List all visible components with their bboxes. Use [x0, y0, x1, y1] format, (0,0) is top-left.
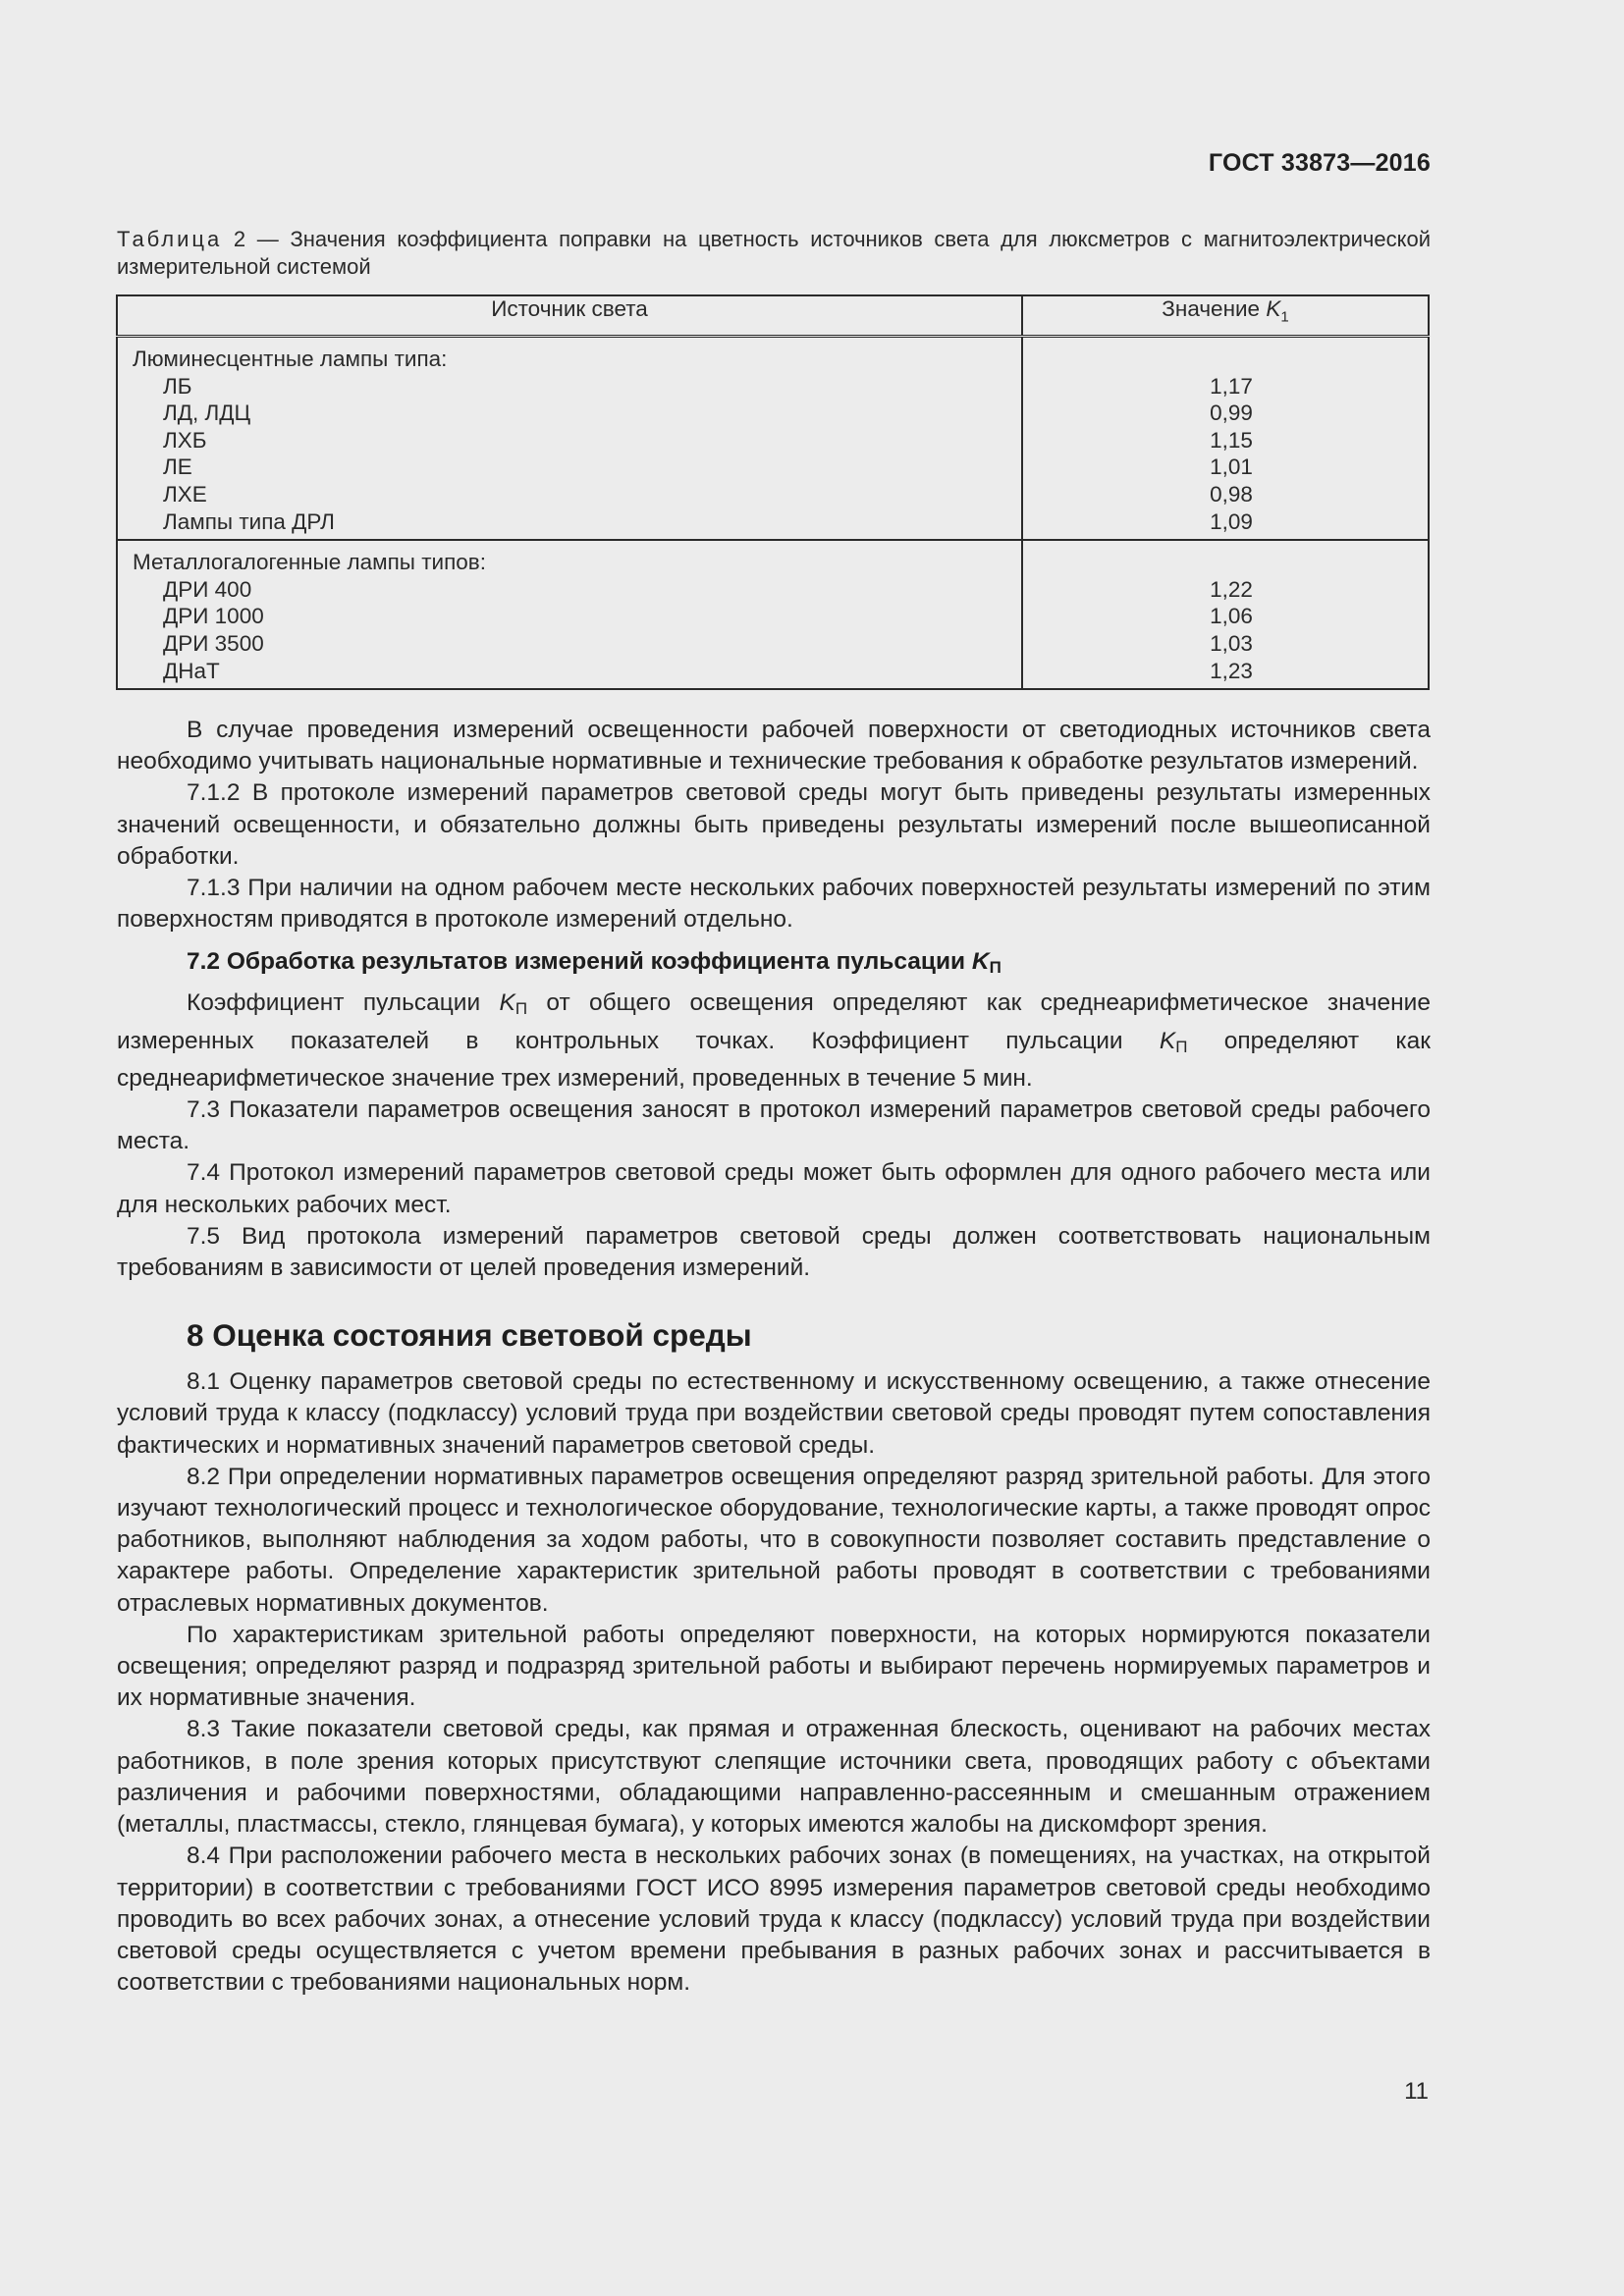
paragraph-7-3: 7.3 Показатели параметров освещения заносят в протокол измерений параметров световой среды рабочего места. [117, 1096, 1431, 1155]
paragraph-7-4: 7.4 Протокол измерений параметров световой среды может быть оформлен для одного рабочего места или для нескольких рабочих мест. [117, 1159, 1431, 1218]
group-values-cell [1022, 540, 1429, 689]
group-sources-cell [117, 337, 1022, 541]
column-header-value-label: Значение [1162, 296, 1267, 321]
paragraph-led-note: В случае проведения измерений освещенности рабочей поверхности от светодиодных источников света необходимо учитывать национальные нормативные и технические требования к обработке результатов измерений. [117, 717, 1431, 775]
document-body [117, 715, 1431, 1999]
table-header-row [117, 295, 1429, 337]
paragraph-7-1-3: 7.1.3 При наличии на одном рабочем месте нескольких рабочих поверхностей результаты измерений по этим поверхностям приводятся в протоколе измерений отдельно. [117, 875, 1431, 934]
paragraph-8-2: 8.2 При определении нормативных параметров освещения определяют разряд зрительной работы. Для этого изучают технологический процесс и технологическое оборудование, технологические карты, а также проводят опрос работников, выполняют наблюдения за ходом работы, что в совокупности позволяет составить представление о характере работы. Определение характеристик зрительной работы проводят в соответствии с требованиями отраслевых нормативных документов. [117, 1463, 1431, 1617]
page-number: 11 [1404, 2078, 1429, 2105]
paragraph-8-4: 8.4 При расположении рабочего места в нескольких рабочих зонах (в помещениях, на участках, на открытой территории) в соответствии с требованиями ГОСТ ИСО 8995 измерения параметров световой среды необходимо проводить во всех рабочих зонах, а отнесение условий труда к классу (подклассу) условий труда при воздействии световой среды осуществляется с учетом времени пребывания в разных рабочих зонах и рассчитывается в соответствии с требованиями национальных норм. [117, 1842, 1431, 1997]
pulsation-symbol: K [1159, 1027, 1176, 1054]
source-value: 1,23 [1210, 658, 1253, 683]
source-name: Лампы типа ДРЛ [163, 508, 335, 534]
paragraph-7-2-part: определяют как среднеарифметическое значение трех измерений, проведенных в течение 5 мин. [117, 1027, 1431, 1092]
source-name: ЛХБ [163, 427, 207, 453]
column-header-value [1022, 295, 1429, 337]
section-heading-8: 8 Оценка состояния световой среды [187, 1317, 752, 1354]
source-name: ЛЕ [163, 454, 192, 480]
source-value: 1,09 [1210, 508, 1253, 534]
source-value: 0,99 [1210, 400, 1253, 426]
paragraph-7-5: 7.5 Вид протокола измерений параметров световой среды должен соответствовать национальным требованиям в зависимости от целей проведения измерений. [117, 1222, 1431, 1282]
source-value: 0,98 [1210, 481, 1253, 507]
section-heading-7-2 [187, 946, 1431, 984]
column-header-value-subscript: 1 [1280, 308, 1289, 326]
column-header-value-symbol: K [1266, 296, 1281, 321]
section-heading-7-2-text: 7.2 Обработка результатов измерений коэффициента пульсации [187, 948, 972, 976]
source-name: ЛХЕ [163, 481, 207, 507]
paragraph-7-2-part: от общего освещения определяют как среднеарифметическое значение измеренных показателей в контрольных точках. Коэффициент пульсации [117, 989, 1431, 1054]
source-value: 1,06 [1210, 604, 1253, 629]
paragraph-8-1: 8.1 Оценку параметров световой среды по естественному и искусственному освещению, а также отнесение условий труда к классу (подклассу) условий труда при воздействии световой среды проводят путем сопоставления фактических и нормативных значений параметров световой среды. [117, 1368, 1431, 1459]
table-caption-label: Таблица [117, 227, 223, 251]
table-caption-text: 2 — Значения коэффициента поправки на цветность источников света для люксметров с магнитоэлектрической измерительной системой [117, 227, 1431, 279]
source-value: 1,01 [1210, 454, 1253, 480]
paragraph-8-2-continued: По характеристикам зрительной работы определяют поверхности, на которых нормируются показатели освещения; определяют разряд и подразряд зрительной работы и выбирают перечень нормируемых параметров и их нормативные значения. [117, 1621, 1431, 1712]
source-name: ДРИ 3500 [163, 630, 264, 656]
pulsation-symbol: K [499, 989, 515, 1017]
source-name: ЛД, ЛДЦ [163, 400, 251, 426]
table-caption [117, 226, 1431, 281]
column-header-source: Источник света [117, 295, 1022, 337]
source-value: 1,22 [1210, 576, 1253, 602]
correction-factor-table [116, 294, 1430, 690]
group-values-cell [1022, 337, 1429, 541]
source-value: 1,03 [1210, 630, 1253, 656]
source-value: 1,17 [1210, 373, 1253, 399]
table-group-metal-halide [117, 540, 1429, 689]
source-value: 1,15 [1210, 427, 1253, 453]
pulsation-subscript: П [514, 999, 528, 1019]
source-name: ДРИ 400 [163, 576, 252, 602]
pulsation-symbol: K [971, 948, 990, 976]
source-name: ДНаТ [163, 658, 220, 683]
paragraph-7-2-part: Коэффициент пульсации [187, 989, 500, 1017]
group-title: Люминесцентные лампы типа: [133, 347, 448, 371]
paragraph-7-2 [117, 988, 1431, 1095]
pulsation-subscript: П [1175, 1037, 1188, 1056]
paragraph-8-3: 8.3 Такие показатели световой среды, как прямая и отраженная блескость, оценивают на рабочих местах работников, в поле зрения которых присутствуют слепящие источники света, проводящих работу с объектами различения и рабочими поверхностями, обладающими направленно-рассеянным и смешанным отражением (металлы, пластмассы, стекло, глянцевая бумага), у которых имеются жалобы на дискомфорт зрения. [117, 1716, 1431, 1839]
group-title: Металлогалогенные лампы типов: [133, 550, 486, 575]
table-group-fluorescent [117, 337, 1429, 541]
pulsation-subscript: П [989, 958, 1001, 978]
group-sources-cell [117, 540, 1022, 689]
document-id: ГОСТ 33873—2016 [1208, 149, 1431, 177]
paragraph-7-1-2: 7.1.2 В протоколе измерений параметров световой среды могут быть приведены результаты измеренных значений освещенности, и обязательно должны быть приведены результаты измерений после вышеописанной обработки. [117, 779, 1431, 870]
source-name: ЛБ [163, 373, 192, 399]
source-name: ДРИ 1000 [163, 604, 264, 629]
